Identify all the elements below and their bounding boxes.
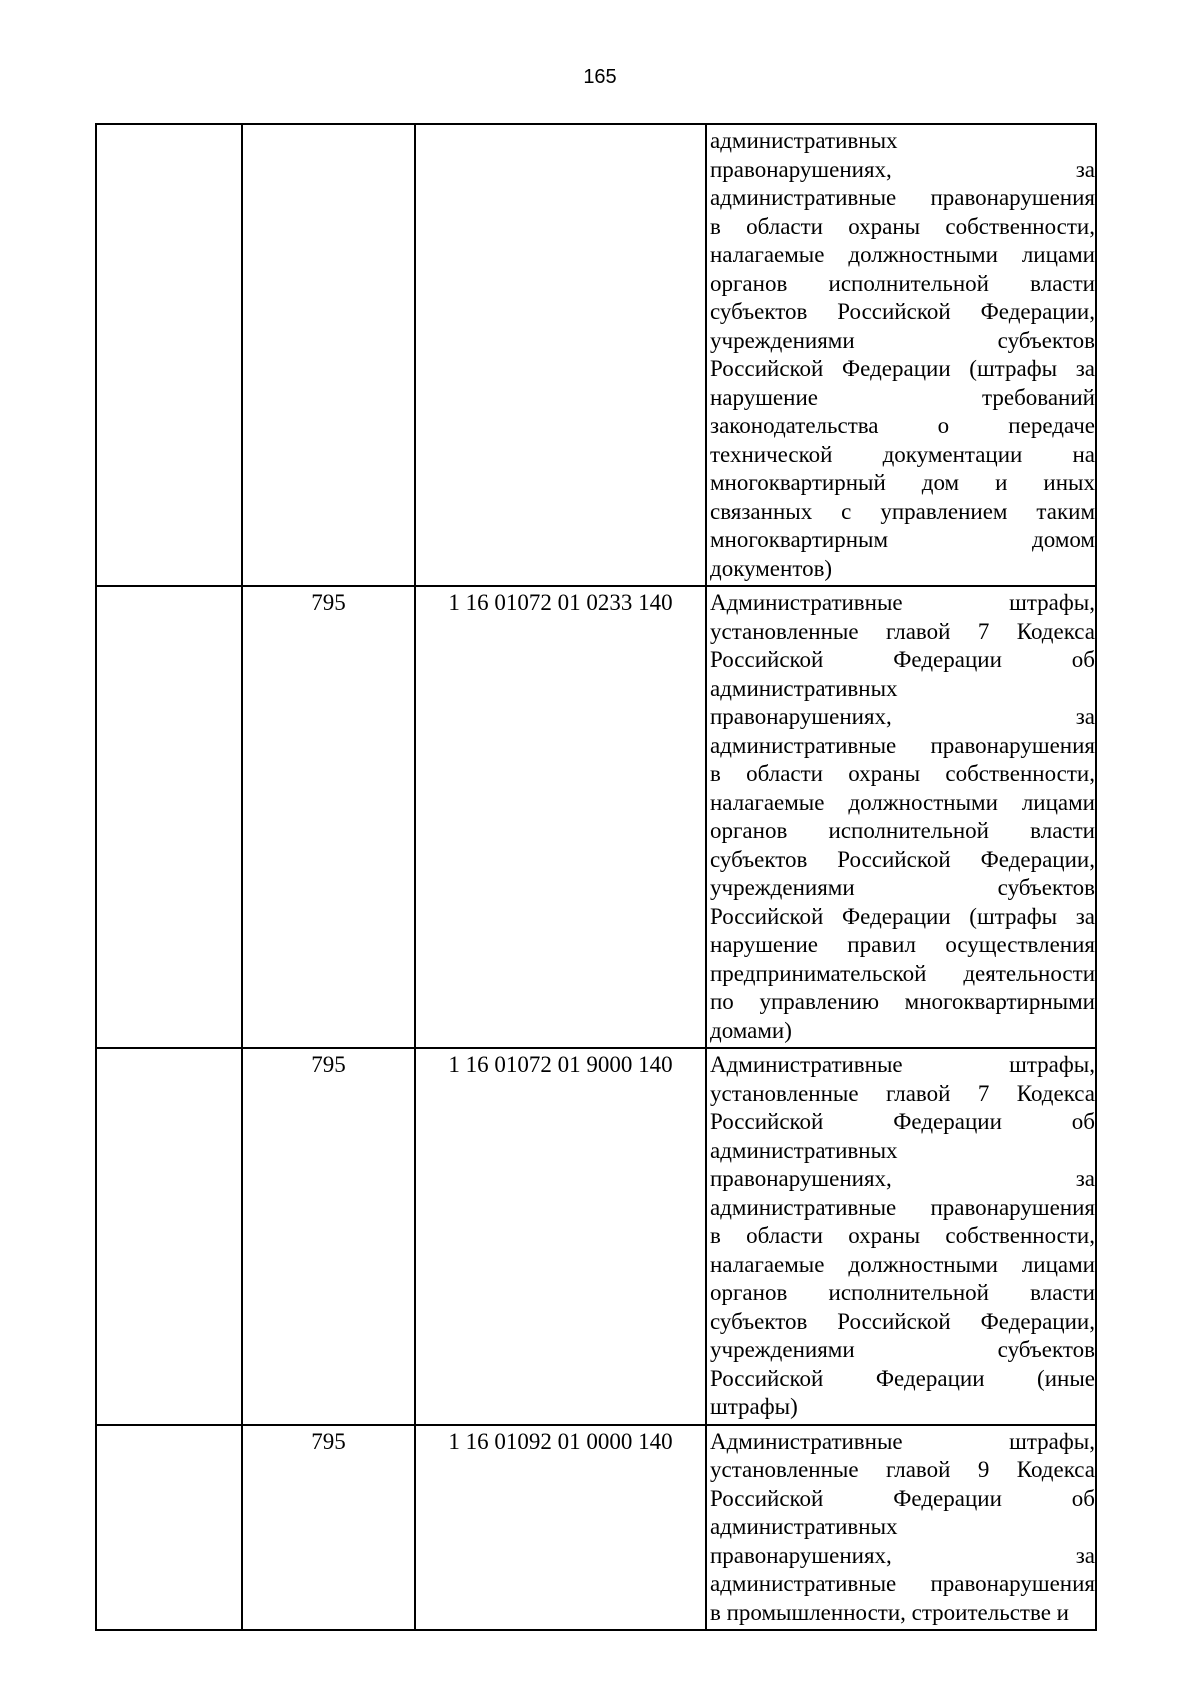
table-row: [96, 124, 1096, 586]
description-line: установленные главой 7 Кодекса: [710, 618, 1095, 644]
income-description-cell: [706, 124, 1096, 586]
description-line: правонарушениях, за: [710, 156, 1095, 182]
description-line: связанных с управлением таким: [710, 498, 1095, 524]
budget-classification-code-cell: 1 16 01092 01 0000 140: [415, 1425, 706, 1631]
empty-cell: [96, 124, 242, 586]
description-line: субъектов Российской Федерации,: [710, 299, 1095, 324]
budget-classification-code-cell: [415, 124, 706, 586]
description-line: налагаемые должностными лицами: [710, 1251, 1095, 1277]
description-line: органов исполнительной власти: [710, 270, 1095, 296]
description-line: Административные штрафы,: [710, 1052, 1095, 1077]
budget-classification-code-cell: 1 16 01072 01 0233 140: [415, 586, 706, 1048]
description-line: Российской Федерации (штрафы за: [710, 903, 1095, 929]
empty-cell: [96, 586, 242, 1048]
description-line: правонарушениях, за: [710, 704, 1095, 729]
description-line: административные правонарушения: [710, 1194, 1095, 1220]
description-line: нарушение правил осуществления: [710, 932, 1095, 957]
description-line: правонарушениях, за: [710, 1166, 1095, 1191]
description-line: учреждениями субъектов: [710, 875, 1095, 900]
description-line: в области охраны собственности,: [710, 1223, 1095, 1248]
description-line: учреждениями субъектов: [710, 327, 1095, 353]
description-line: документов): [710, 555, 833, 581]
empty-cell: [96, 1425, 242, 1631]
description-line: в промышленности, строительстве и: [710, 1599, 1069, 1625]
description-line: штрафы): [710, 1394, 798, 1419]
description-line: домами): [710, 1017, 792, 1043]
description-line: Российской Федерации об: [710, 1485, 1095, 1511]
description-line: установленные главой 9 Кодекса: [710, 1457, 1095, 1482]
description-line: по управлению многоквартирными: [710, 989, 1095, 1014]
description-line: законодательства о передаче: [710, 413, 1095, 438]
description-line: органов исполнительной власти: [710, 1280, 1095, 1305]
description-line: налагаемые должностными лицами: [710, 242, 1095, 267]
page-number: 165: [583, 66, 617, 88]
description-line: Административные штрафы,: [710, 1428, 1095, 1454]
description-line: административные правонарушения: [710, 1571, 1095, 1596]
empty-cell: [96, 1048, 242, 1425]
description-line: Российской Федерации (штрафы за: [710, 356, 1095, 381]
description-line: органов исполнительной власти: [710, 818, 1095, 843]
description-line: административные правонарушения: [710, 185, 1095, 210]
description-line: налагаемые должностными лицами: [710, 789, 1095, 815]
description-line: в области охраны собственности,: [710, 213, 1095, 239]
description-line: административных: [710, 1137, 898, 1163]
table-body: [96, 124, 1096, 1630]
administrator-code-cell: [242, 124, 415, 586]
description-line: субъектов Российской Федерации,: [710, 846, 1095, 872]
description-line: установленные главой 7 Кодекса: [710, 1080, 1095, 1106]
administrator-code-cell: 795: [242, 1425, 415, 1631]
table-row: [96, 586, 1096, 1048]
table-row: [96, 1425, 1096, 1631]
description-line: Административные штрафы,: [710, 590, 1095, 615]
income-description-cell: [706, 1048, 1096, 1425]
table-row: [96, 1048, 1096, 1425]
budget-classification-code-cell: 1 16 01072 01 9000 140: [415, 1048, 706, 1425]
description-line: Российской Федерации об: [710, 647, 1095, 672]
description-line: предпринимательской деятельности: [710, 960, 1095, 986]
administrator-code-cell: 795: [242, 586, 415, 1048]
description-line: многоквартирный дом и иных: [710, 470, 1095, 495]
description-line: административные правонарушения: [710, 732, 1095, 758]
description-line: в области охраны собственности,: [710, 761, 1095, 786]
income-description-cell: [706, 586, 1096, 1048]
description-line: многоквартирным домом: [710, 527, 1095, 552]
description-line: Российской Федерации об: [710, 1109, 1095, 1134]
description-line: Российской Федерации (иные: [710, 1365, 1095, 1391]
description-line: административных: [710, 128, 898, 153]
description-line: административных: [710, 1514, 898, 1539]
description-line: учреждениями субъектов: [710, 1337, 1095, 1362]
budget-classification-table: [95, 123, 1097, 1631]
description-line: правонарушениях, за: [710, 1542, 1095, 1568]
description-line: технической документации на: [710, 441, 1095, 467]
administrator-code-cell: 795: [242, 1048, 415, 1425]
description-line: нарушение требований: [710, 384, 1095, 410]
income-description-cell: [706, 1425, 1096, 1631]
description-line: субъектов Российской Федерации,: [710, 1308, 1095, 1334]
description-line: административных: [710, 675, 898, 701]
